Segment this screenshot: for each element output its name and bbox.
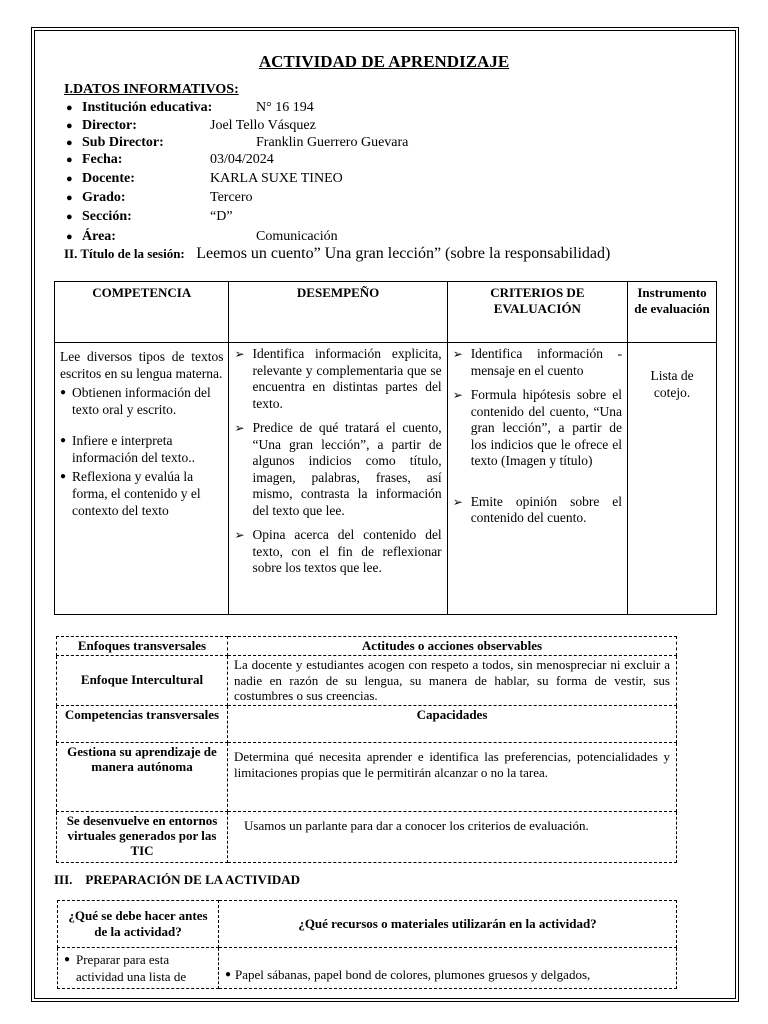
document-title: ACTIVIDAD DE APRENDIZAJE — [258, 52, 510, 71]
session-title: Leemos un cuento” Una gran lección” (sobre la responsabilidad) — [196, 245, 611, 262]
list-item-text: Papel sábanas, papel bond de colores, plumones gruesos y delgados, — [235, 967, 591, 982]
list-item-text: Obtienen información del texto oral y escrito. — [72, 385, 211, 417]
table-row — [57, 811, 677, 862]
resources-header: ¿Qué recursos o materiales utilizarán en la actividad? — [219, 901, 677, 948]
list-item-text: Identifica información -mensaje en el cuento — [470, 346, 623, 378]
list-item — [60, 468, 223, 519]
list-item-text: Predice de qué tratará el cuento, “Una gran lección”, a partir de algunos indicios como título, imagen, palabras, frases, así mismo, contrasta la información del texto que lee. — [252, 420, 442, 518]
table-row — [57, 742, 677, 811]
header-criterios: CRITERIOS DE EVALUACIÓN — [447, 282, 627, 343]
header-instrumento: Instrumento de evaluación — [628, 282, 717, 343]
section-datos-informativos: I.DATOS INFORMATIVOS: — [64, 82, 239, 97]
table-row — [57, 656, 677, 706]
bullet-icon: ● — [66, 211, 73, 223]
list-item — [234, 346, 441, 412]
arrow-bullet-icon: ➢ — [452, 388, 463, 402]
session-title-row — [64, 245, 610, 263]
table-row — [58, 948, 677, 989]
bullet-icon: ● — [60, 471, 67, 482]
bullet-icon: ● — [60, 387, 67, 398]
enfoque-name: Enfoque Intercultural — [57, 656, 228, 706]
table-row — [57, 705, 677, 742]
info-label: Área: — [82, 229, 116, 244]
info-value: Comunicación — [256, 229, 338, 244]
arrow-bullet-icon: ➢ — [234, 347, 245, 361]
bullet-icon: ● — [64, 954, 71, 965]
list-item-text: Emite opinión sobre el contenido del cuento. — [470, 493, 623, 525]
bullet-icon: ● — [225, 969, 232, 980]
bullet-icon: ● — [66, 120, 73, 132]
info-value: Franklin Guerrero Guevara — [256, 135, 409, 150]
list-item-text: Preparar para esta actividad una lista de — [76, 952, 187, 984]
list-item-text: Reflexiona y evalúa la forma, el contenido y el contexto del texto — [72, 469, 201, 518]
header-competencia: COMPETENCIA — [55, 282, 229, 343]
list-item — [234, 420, 441, 519]
info-value: KARLA SUXE TINEO — [210, 171, 343, 186]
competencia-name: Gestiona su aprendizaje de manera autónoma — [57, 742, 228, 811]
list-item-text: Formula hipótesis sobre el contenido del cuento, “Una gran lección”, a partir de los indicios que le ofrece el texto (Imagen y título) — [470, 387, 623, 468]
info-value: Joel Tello Vásquez — [210, 118, 316, 133]
bullet-icon: ● — [66, 192, 73, 204]
list-item-text: Identifica información explicita, relevante y complementaria que se encuentra en distintas partes del texto. — [252, 346, 442, 411]
list-item-text: Infiere e interpreta información del texto.. — [72, 433, 195, 465]
info-label: Sub Director: — [82, 135, 164, 150]
info-label: Docente: — [82, 171, 135, 186]
section-preparacion: III. PREPARACIÓN DE LA ACTIVIDAD — [54, 872, 301, 887]
table-row — [57, 637, 677, 656]
bullet-icon: ● — [66, 137, 73, 149]
preparacion-table — [57, 900, 677, 989]
instrumento-cell: Lista de cotejo. — [628, 343, 717, 615]
enfoque-text: La docente y estudiantes acogen con respeto a todos, sin menospreciar ni excluir a nadie en razón de su lengua, su manera de hablar, su forma de vestir, sus costumbres o sus creencias. — [228, 656, 677, 706]
competencias-table — [54, 281, 717, 615]
info-label: Sección: — [82, 209, 132, 224]
arrow-bullet-icon: ➢ — [234, 421, 245, 435]
list-item — [60, 384, 223, 418]
bullet-icon: ● — [66, 173, 73, 185]
capacidad-text: Usamos un parlante para dar a conocer los criterios de evaluación. — [228, 811, 677, 862]
list-item — [453, 387, 622, 470]
arrow-bullet-icon: ➢ — [452, 347, 463, 361]
bullet-icon: ● — [66, 102, 73, 114]
capacidad-text: Determina qué necesita aprender e identifica las preferencias, potencialidades y limitaciones propias que le permitirán alcanzar o no la tarea. — [228, 742, 677, 811]
info-label: Fecha: — [82, 152, 123, 167]
desempeno-cell — [229, 343, 447, 615]
actitudes-header: Actitudes o acciones observables — [228, 637, 677, 656]
arrow-bullet-icon: ➢ — [234, 528, 245, 542]
list-item-text: Opina acerca del contenido del texto, con el fin de reflexionar sobre los textos que lee. — [252, 527, 442, 575]
competencias-header: Competencias transversales — [57, 705, 228, 742]
competencia-cell — [55, 343, 229, 615]
info-value: N° 16 194 — [256, 100, 314, 115]
competencia-intro: Lee diversos tipos de textos escritos en su lengua materna. — [60, 349, 224, 381]
list-item — [64, 951, 212, 985]
table-row — [58, 901, 677, 948]
before-activity-cell — [58, 948, 219, 989]
session-title-label: II. Título de la sesión: — [64, 246, 185, 261]
resources-cell — [219, 948, 677, 989]
info-label: Institución educativa: — [82, 100, 213, 115]
enfoques-table — [56, 636, 677, 863]
info-value: 03/04/2024 — [210, 152, 274, 167]
list-item — [234, 527, 441, 577]
info-label: Director: — [82, 118, 137, 133]
bullet-icon: ● — [60, 435, 67, 446]
list-item — [453, 494, 622, 527]
arrow-bullet-icon: ➢ — [452, 494, 463, 509]
table-header-row — [55, 282, 717, 343]
list-item — [60, 432, 223, 466]
bullet-icon: ● — [66, 154, 73, 166]
criterios-cell — [447, 343, 627, 615]
list-item — [453, 346, 622, 379]
info-value: Tercero — [210, 190, 253, 205]
info-value: “D” — [210, 209, 233, 224]
enfoques-header: Enfoques transversales — [57, 637, 228, 656]
before-activity-header: ¿Qué se debe hacer antes de la actividad? — [58, 901, 219, 948]
info-label: Grado: — [82, 190, 126, 205]
list-item — [225, 966, 670, 983]
capacidades-header: Capacidades — [228, 705, 677, 742]
competencia-name: Se desenvuelve en entornos virtuales generados por las TIC — [57, 811, 228, 862]
table-row — [55, 343, 717, 615]
header-desempeno: DESEMPEÑO — [229, 282, 447, 343]
bullet-icon: ● — [66, 231, 73, 243]
